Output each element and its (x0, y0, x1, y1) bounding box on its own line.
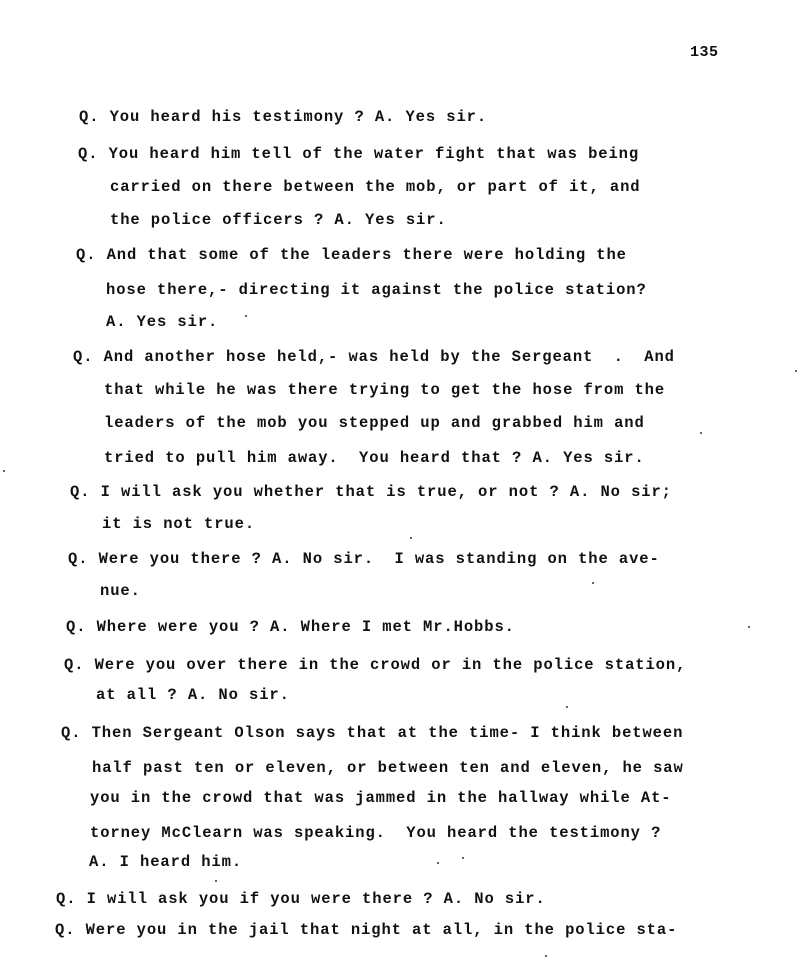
transcript-line: Q. Where were you ? A. Where I met Mr.Hobbs. (66, 618, 515, 636)
transcript-line: Q. You heard him tell of the water fight that was being (78, 145, 640, 163)
transcript-line: at all ? A. No sir. (96, 686, 290, 704)
page-number: 135 (690, 44, 719, 61)
transcript-line: nue. (100, 582, 141, 600)
scan-speck (3, 470, 5, 472)
transcript-line: A. Yes sir. (106, 313, 219, 331)
transcript-line: torney McClearn was speaking. You heard the testimony ? (90, 824, 662, 842)
scan-speck (215, 880, 217, 882)
transcript-line: the police officers ? A. Yes sir. (110, 211, 447, 229)
scan-speck (700, 432, 702, 434)
scan-speck (566, 706, 568, 708)
scan-speck (592, 582, 594, 584)
transcript-line: Q. Were you over there in the crowd or in the police station, (64, 656, 687, 674)
transcript-line: A. I heard him. (89, 853, 243, 871)
transcript-line: Q. You heard his testimony ? A. Yes sir. (79, 108, 488, 126)
scan-speck (410, 537, 412, 539)
scan-speck (245, 315, 247, 317)
transcript-line: Q. Then Sergeant Olson says that at the time- I think between (61, 724, 684, 742)
transcript-line: carried on there between the mob, or part of it, and (110, 178, 641, 196)
scan-speck (545, 955, 547, 957)
transcript-line: you in the crowd that was jammed in the hallway while At- (90, 789, 672, 807)
scan-speck (748, 626, 750, 628)
transcript-line: it is not true. (102, 515, 256, 533)
transcript-line: hose there,- directing it against the police station? (106, 281, 647, 299)
transcript-line: Q. Were you there ? A. No sir. I was standing on the ave- (68, 550, 660, 568)
transcript-line: Q. And that some of the leaders there were holding the (76, 246, 627, 264)
transcript-line: Q. And another hose held,- was held by the Sergeant . And (73, 348, 675, 366)
transcript-line: that while he was there trying to get the hose from the (104, 381, 666, 399)
transcript-line: tried to pull him away. You heard that ? A. Yes sir. (104, 449, 645, 467)
transcript-line: Q. I will ask you if you were there ? A. No sir. (56, 890, 546, 908)
scan-speck (437, 862, 439, 864)
transcript-line: Q. Were you in the jail that night at all, in the police sta- (55, 921, 678, 939)
scan-speck (462, 857, 464, 859)
transcript-line: leaders of the mob you stepped up and grabbed him and (104, 414, 645, 432)
transcript-line: Q. I will ask you whether that is true, or not ? A. No sir; (70, 483, 672, 501)
transcript-line: half past ten or eleven, or between ten and eleven, he saw (92, 759, 684, 777)
scan-speck (795, 370, 797, 372)
